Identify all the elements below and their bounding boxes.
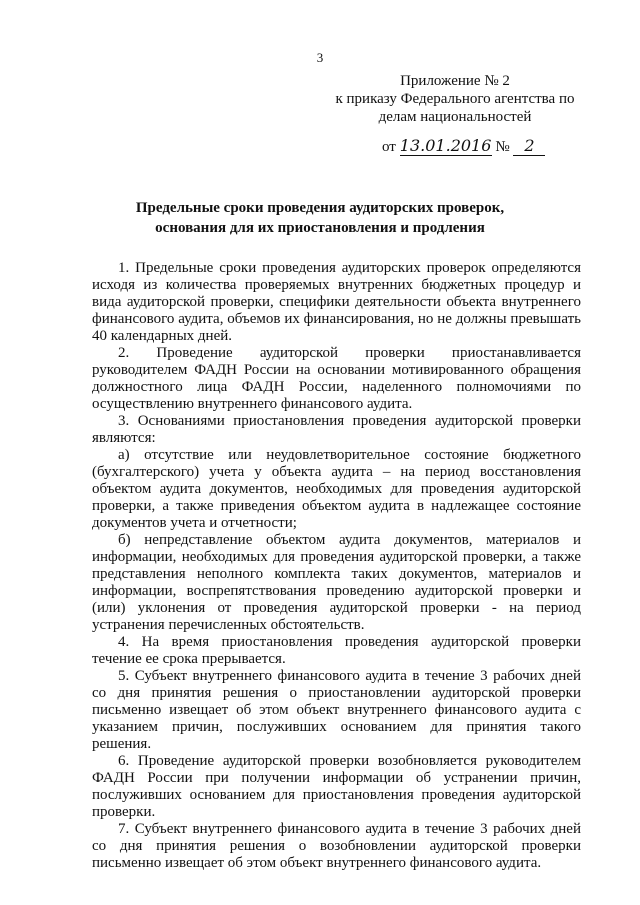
date-prefix: от (382, 139, 396, 155)
number-label: № (495, 139, 510, 155)
handwritten-number: 2 (513, 136, 545, 156)
title-line-2: основания для их приостановления и продления (155, 220, 485, 236)
paragraph-7: 7. Субъект внутреннего финансового аудита в течение 3 рабочих дней со дня принятия решения о возобновлении аудиторской проверки письменно извещает об этом объект внутреннего финансового аудита. (92, 821, 581, 871)
annex-title: Приложение № 2 (400, 73, 510, 89)
page-number: 3 (316, 50, 324, 65)
paragraph-3b: б) непредставление объектом аудита документов, материалов и информации, необходимых для проведения аудиторской проверки, а также представления неполного комплекта таких документов, материалов и информации, воспрепятствования проведению аудиторской проверки и (или) уклонения от проведения аудиторской проверки - на период устранения перечисленных обстоятельств. (92, 532, 581, 633)
paragraph-3a: а) отсутствие или неудовлетворительное состояние бюджетного (бухгалтерского) учета у объекта аудита – на период восстановления объектом аудита документов, необходимых для проведения аудиторской проверки, а также приведения объектом аудита в надлежащее состояние документов учета и отчетности; (92, 447, 581, 531)
document-title (60, 198, 580, 238)
paragraph-1: 1. Предельные сроки проведения аудиторских проверок определяются исходя из количества проверяемых внутренних бюджетных процедур и вида аудиторской проверки, специфики деятельности объекта внутреннего финансового аудита, объемов их финансирования, но не должны превышать 40 календарных дней. (92, 260, 581, 344)
paragraph-3: 3. Основаниями приостановления проведения аудиторской проверки являются: (92, 413, 581, 446)
annex-header (330, 72, 580, 126)
annex-line-2: к приказу Федерального агентства по (335, 91, 575, 107)
paragraph-6: 6. Проведение аудиторской проверки возобновляется руководителем ФАДН России при получении информации об устранении причин, послуживших основанием для приостановления проведения аудиторской проверки. (92, 753, 581, 820)
order-date-line (382, 136, 545, 156)
annex-line-3: делам национальностей (378, 109, 532, 125)
handwritten-date: 13.01.2016 (399, 136, 492, 155)
paragraph-5: 5. Субъект внутреннего финансового аудита в течение 3 рабочих дней со дня принятия решения о приостановлении аудиторской проверки письменно извещает об этом объект внутреннего финансового аудита с указанием причин, послуживших основанием для принятия такого решения. (92, 668, 581, 752)
title-line-1: Предельные сроки проведения аудиторских проверок, (135, 200, 505, 216)
document-body (92, 260, 581, 872)
paragraph-4: 4. На время приостановления проведения аудиторской проверки течение ее срока прерывается. (92, 634, 581, 667)
paragraph-2: 2. Проведение аудиторской проверки приостанавливается руководителем ФАДН России на основании мотивированного обращения должностного лица ФАДН России, наделенного полномочиями по осуществлению внутреннего финансового аудита. (92, 345, 581, 412)
